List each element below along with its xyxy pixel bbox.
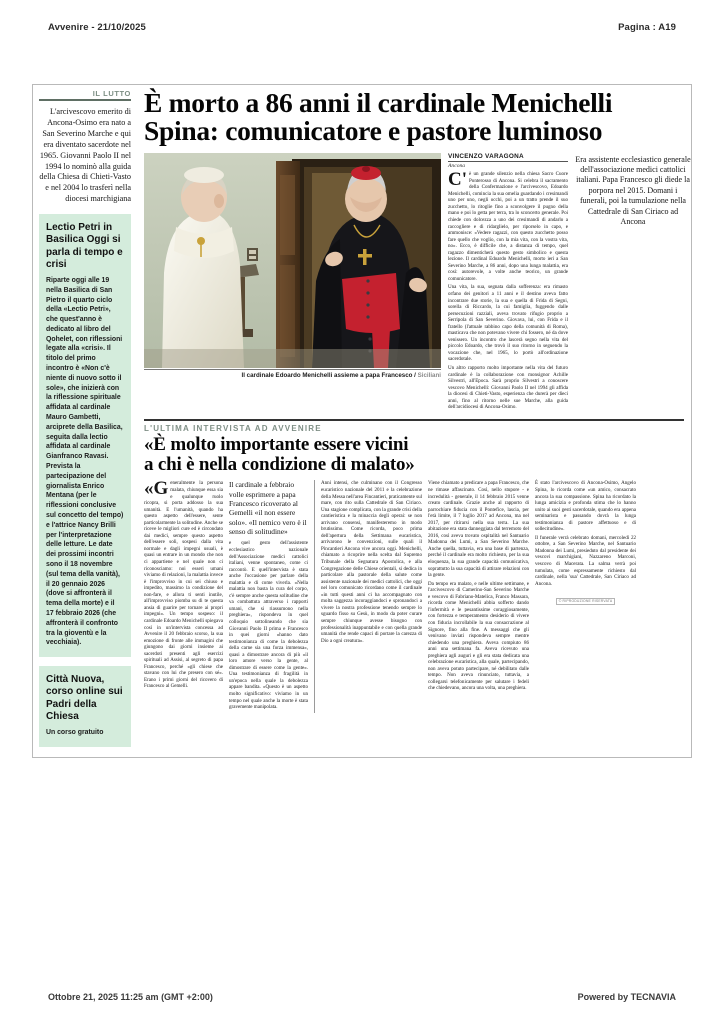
rail-standfirst: L'arcivescovo emerito di Ancona-Osimo era nato a San Severino Marche e qui era diventato sacerdote nel 1965. Giovanni Paolo II nel 1994 lo nominò alla guida della Chiesa di Chieti-Vasto e nel 2004 lo trasferì nella diocesi marchigiana (39, 107, 131, 204)
left-rail (33, 85, 137, 757)
article-paragraph: Da tempo era malato, e nelle ultime settimane, e l'arcivescovo di Camerino-San Severino Marche e vescovo di Fabriano-Matelica, Franco Massara, ricorda come Menichelli abbia sofferto dando l'infermità e le pesantissime coraggiosamente, con fortezza e temperamento desiderio di vivere con fiducia incrollabile la sua consacrazione al Signore, fino alla fine. A messaggi che gli venivano inviati rispondeva sempre mentre chiedendo una preghiera. Aveva compiuto 86 anni una settimana fa. Aveva ricevuto una preghiera agli auguri e gli era stata dedicata una celebrazione eucaristica, alla quale, partecipando, non aveva potuto partecipare, né debilitato dalle tempo. Non aveva rinunciato, tuttavia, a collegarsi telefonicamente per salutare i fedeli che chiedevano, ancora una volta, una preghiera. (428, 580, 529, 692)
page-footer (48, 992, 676, 1002)
article-paragraph: Viene chiamato a predicare a papa Francesco, che ne rimase affascinato. Così, nello stupore - e incredulità - generale, il 14 febbraio 2015 venne creato cardinale. Grazie anche al rapporto di parrochiare fiducia con il Pontefice, lascia, per l'età limite, il 7 luglio 2017 ad Ancona, ma nel 2017, per ritirarsi nella sua terra. La sua abitazione era stata danneggiata dal terremoto del 2016, così aveva trovato ospitalità nel Santuario Madonna dei Lumi, a San Severino Marche. Anche quella, tuttavia, era una base di partenza, perché il cardinale era molto richiesto, per la sua eloquenza, la sua grande capacità comunicativa, soprattutto la sua capacità di attirare relazioni con la gente. (428, 480, 529, 579)
footer-timestamp: Ottobre 21, 2025 11:25 am (GMT +2:00) (48, 992, 213, 1002)
lead-photo-figure (144, 153, 441, 413)
article-paragraph: È stato l'arcivescovo di Ancona-Osimo, Angelo Spina, lo ricorda come «un amico, consacrato ancora la sua compassione. Spina ha ricordato la lunga amicizia e profonda stima che lo hanno unito ai suoi gesti sacerdotale, quando era appena seminarista e passando dovrà la lunga testimonianza di pastore affettuoso e di sollecitudine». (535, 480, 636, 533)
footer-powered-by: Powered by TECNAVIA (577, 992, 676, 1002)
byline-place: Ancona (448, 162, 466, 169)
sidebar-box-text: Un corso gratuito (46, 728, 104, 736)
interview-headline (144, 435, 684, 476)
top-text-columns (448, 153, 692, 413)
headline-line-1: È morto a 86 anni il cardinale Menichelli (144, 87, 613, 118)
sidebar-box-title: Lectio Petri in Basilica Oggi si parla di tempo e crisi (46, 222, 123, 270)
interview-column-1 (144, 480, 223, 692)
article-column-3 (321, 480, 422, 646)
article-column-1 (448, 153, 568, 413)
copyright-mark: © RIPRODUZIONE RISERVATA (556, 598, 616, 605)
lead-photo (144, 153, 441, 368)
interview-pull-quote: Il cardinale a febbraio volle esprimere a papa Francesco ricoverato al Gemelli «il non essere solo». «Il nemico vero è il senso di solitudine» (229, 480, 307, 537)
photo-credit: Siciliani (417, 371, 441, 379)
interview-paragraph: «Generalmente la persona malata, chiunque essa sia e qualunque ruolo ricopra, si porta addosso la sua umanità. E l'umanità, quando ha questo aspetto dell'essere, sente particolarmente la solitudine. Anche se riceve le migliori cure ed è circondato dai medici, sempre questo aspetto dell'essere soli, sospesi dalla vita normale e dagli impegni usuali, è quasi un entrare in un mondo che non ci appartiene e nel quale non ci riconosciamo: noi esseri umani viviamo di relazioni, la malattia invece è l'improvviso in cui sei chiuso e impedito, massimo la condizione del non-fare, e allora ti senti inutile, all'improvviso piomba su di te questa ansia di guarire per tornare ai propri impegni». Un tempo sospeso: il cardinale Edoardo Menichelli spiegava così in un'intervista concessa ad Avvenire il 20 febbraio scorso, la sua emozione di fronte alle immagini che giungono dai giorni insieme ai sacerdoti presenti agli esercizi spirituali ad Assisi, al segreto di papa Francesco, perché «gli chiese che stavano con lui che presero con sé». Erano i primi giorni del ricovero di Francesco al Gemelli. (144, 478, 223, 690)
sidebar-box-text: Riparte oggi alle 19 nella Basilica di San Pietro il quarto ciclo della «Lectio Petri», che quest'anno è dedicato al libro del Qohelet, con riflessioni legate alla «crisi». Il titolo del primo incontro è «Non c'è niente di nuovo sotto il sole», che inizierà con la riflessione spirituale affidata al cardinale Mauro Gambetti, arciprete della Basilica, seguita dalla lectio affidata al cardinale Gianfranco Ravasi. Prevista la partecipazione del giornalista Enrico Mentana (per le riflessioni conclusive sul concetto del tempo) e l'attrice Nancy Brilli per l'interpretazione delle letture. Le date dei prossimi incontri sono il 18 novembre (sul tema della vanità), il 20 gennaio 2026 (dove si affronterà il tema della morte) e il 17 febbraio 2026 (che affronterà il confronto tra la gioventù e la vecchiaia). (46, 276, 124, 647)
rail-kicker: IL LUTTO (39, 89, 131, 101)
byline-author: VINCENZO VARAGONA (448, 152, 524, 160)
interview-paragraph: e quel gesto dell'assistente ecclesiastico nazionale dell'Associazione medici cattolici italiani, venne spontaneo, come ci raccontò. E quell'intervista è stata anche l'occasione per parlare della malattia e di come viverla. «Nella malattia non basta la cura del corpo, c'è sempre anche questa solitudine che va combattuta attraverso i rapporti umani, che si riassumono nella preghiera», rispondeva in quel colloquio sottolineando che sia Giovanni Paolo II prima e Francesco in quei giorni «hanno dato testimonianza di come la debolezza della carne sia una forza immensa», quasi a dimostrare ancora di più «il loro amore verso la gente, al dimostrare di essere come la gente». Una testimonianza di fragilità in un'epoca nella quale la debolezza appare bandita. «Questo è un aspetto molto significativo: viviamo in un tempo nel quale anche la morte è stata gravemente manipolata. (229, 540, 308, 711)
article-paragraph: Un altro rapporto molto importante nella vita del futuro cardinale è la collaborazione con monsignor Achille Silvestri, all'Epoca. Sarà proprio Silvestri a conoscere vescovo Menichelli: Giovanni Paolo II nel 1994 gli affida la diocesi di Chieti-Vasto, esperienza che durerà per dieci anni, fino al ritorno nelle sue Marche, alla guida dell'arcidiocesi di Ancona-Osimo. (448, 364, 568, 411)
sidebar-box-citta-nuova[interactable] (39, 666, 131, 747)
lower-columns (144, 480, 684, 712)
article-paragraph: C'è un grande silenzio nella chiesa Sacro Cuore Ponterosso di Ancona. Si celebra il sacramento della Confermazione e l'arcivescovo, Edoardo Menichelli, comincia la sua omelia guardando i cresimandi uno per uno, negli occhi, poi a un tratto prende il suo zucchetto, lo ritoglie fino a sconvolgere il pugno della mano e poi lo getta per terra, tra lo sconcerto generale. Poi chiede con dolcezza a uno dei cresimandi di andarlo a raccogliere e di ridarglielo, per riporselo in capo, e ammonisce: «Vedere ragazzi, con questo zucchetto posso fare quello che voglio, con la mia vita, con la vostra vita, no». Ecco, è difficile che, a distanza di tempo, quel ragazzo dimenticherà questo gesto simbolico e questa lezione. Il cardinal Edoardo Menichelli, morto ieri a San Severino Marche, a 86 anni, dopo una lunga malattia, era così: autorevole, a volte anche teorico, un grande comunicatore. (448, 169, 568, 282)
masthead-date: Avvenire - 21/10/2025 (48, 22, 146, 33)
sidebar-box-lectio-petri[interactable] (39, 214, 131, 657)
article-body-1 (448, 171, 568, 411)
pull-quote-right: Era assistente ecclesiastico generale dell'associazione medici cattolici italiani. Papa Francesco gli diede la porpora nel 2015. Domani i funerali, poi la tumulazione nella Cattedrale di San Ciriaco ad Ancona (575, 154, 691, 226)
page-title (144, 89, 684, 146)
article-paragraph: Il funerale verrà celebrato domani, mercoledì 22 ottobre, a San Severino Marche, nel Santuario Madonna dei Lumi, presieduto dal presidente dei vescovi marchigiani, Nazzareno Marconi, vescovo di Macerata. La salma verrà poi tumulata, come espressamente richiesto dal cardinale, nella 'sua' Cattedrale, San Ciriaco ad Ancona. (535, 534, 636, 587)
top-block (144, 152, 691, 413)
headline-line-2: Spina: comunicatore e pastore luminoso (144, 115, 603, 147)
photo-caption (144, 369, 441, 379)
photo-illustration (144, 153, 441, 368)
article-paragraph: Una vita, la sua, segnata dalla sofferenza: era rimasto orfano dei genitori a 11 anni e il destino aveva fatto incontrare due storie, la sua e quella di Frida di Segni, sorella di Riccardo, la cui famiglia, fuggendo dalle persecuzioni razziali, aveva trovato rifugio proprio a Serripola di San Severino. Giovava, lui, con Frida e il fratello (l'attuale rabbino capo della comunità di Roma), masticava che non potevano vivere chi fossero, né da dove venissero. Un incontro che lascerà segno nella vita del piccolo Edoardo, che trovò il suo ritorno in seguendo la vocazione che, nel 1965, lo portò all'ordinazione sacerdotale. (448, 284, 568, 363)
sidebar-box-title: Città Nuova, corso online sui Padri della Chiesa (46, 674, 123, 722)
article-column-2 (574, 153, 692, 413)
page-header (48, 22, 676, 33)
interview-column-2 (229, 480, 308, 712)
article-clipping (32, 84, 692, 758)
column-rule (314, 480, 315, 712)
photo-caption-text: Il cardinale Edoardo Menichelli assieme a papa Francesco / (241, 371, 416, 379)
article-column-5 (535, 480, 636, 607)
page-number: Pagina : A19 (618, 22, 676, 33)
interview-kicker: L'ULTIMA INTERVISTA AD AVVENIRE (144, 423, 322, 433)
section-divider (144, 419, 684, 421)
main-well (137, 85, 691, 757)
article-paragraph: Anni intensi, che culminano con il Congresso eucaristico nazionale del 2011 e la celebrazione della Messa nell'area Fincantieri, praticamente sul mare, con rito sulla Cattedrale di San Ciriaco. Una stagione complicata, con la grande crisi della cantieristica e la minaccia degli operai: se non arrivano consensi, manifesteremo in modo brutissimo. Come ricorda, poco prima dell'apertura della Settimana eucaristica, arrivarono le convenzioni, sulle quali il Pincantieri Ancona vive ancora oggi. Menichelli, chiamato a ricoprire nella scelta dal Supremo Tribunale della Segnatura Apostolica, e alla Congregazione delle Chiese orientali, si dedica in particolare alla pastorale della salute come assistente nazionale dei medici cattolici, che oggi nel loro comunicato ricordano come il cardinale «in tutti questi anni ci ha accompagnato con molta saggezza incoraggiandoci e spronandoci a vivere la nostra professione tenendo sempre lo sguardo fisso su Gesù, in modo da poter curare sempre chiunque avesse bisogno con professionalità inappuntabile e con quella grande umanità che rende capaci di portare la carezza di Dio a ogni creatura». (321, 480, 422, 644)
interview-headline-line-1: «È molto importante essere vicini (144, 433, 409, 455)
article-column-4 (428, 480, 529, 694)
interview-headline-line-2: a chi è nella condizione di malato» (144, 454, 415, 476)
byline (448, 153, 568, 162)
